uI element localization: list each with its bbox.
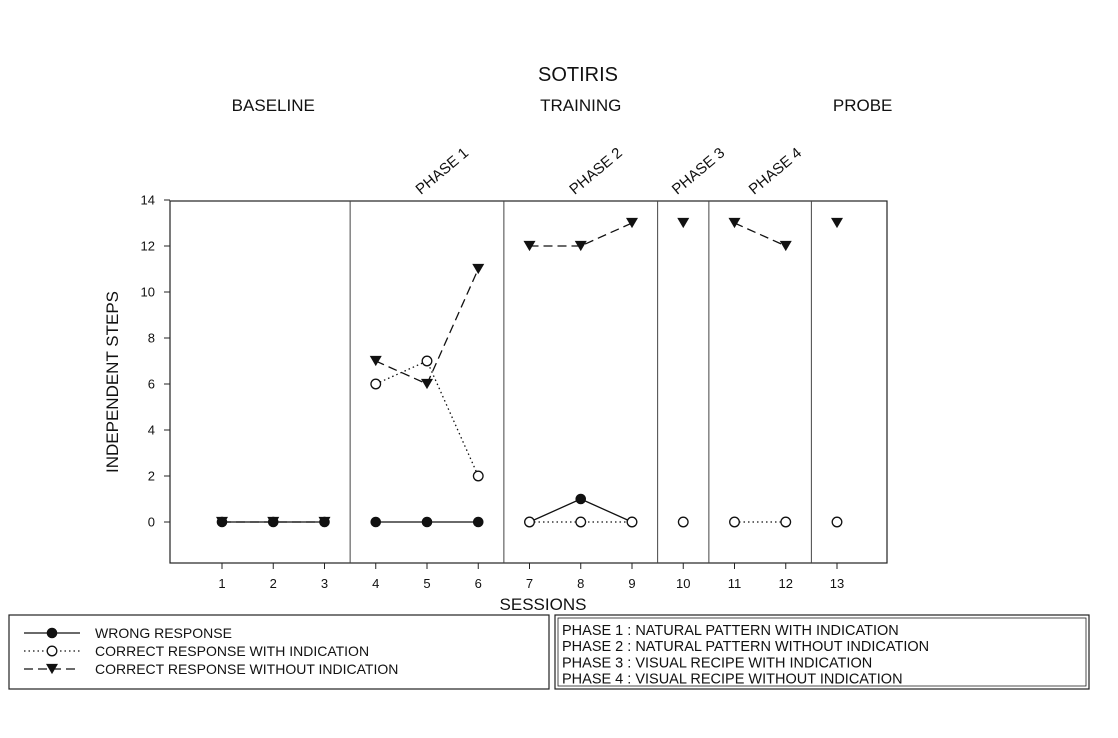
chart-title: SOTIRIS: [537, 64, 619, 86]
x-tick-label: 7: [525, 576, 534, 591]
data-point: [371, 379, 381, 389]
legend-marker: [47, 646, 57, 656]
y-tick-label: 14: [140, 192, 155, 208]
data-point: [831, 218, 843, 228]
phase-note-1: PHASE 1 : NATURAL PATTERN WITH INDICATION: [562, 623, 899, 639]
x-tick-label: 12: [778, 576, 793, 591]
data-point: [576, 494, 586, 504]
condition-labels: [232, 96, 893, 115]
series-2: [371, 356, 842, 527]
condition-label-baseline: BASELINE: [231, 96, 315, 115]
data-point: [473, 471, 483, 481]
x-tick-label: 1: [218, 576, 226, 591]
plot-frame: [170, 201, 887, 563]
y-tick-label: 0: [147, 514, 155, 530]
x-tick-label: 10: [676, 576, 691, 591]
legend-label: WRONG RESPONSE: [95, 625, 232, 641]
condition-label-training: TRAINING: [540, 96, 622, 115]
data-point: [576, 517, 586, 527]
data-point: [422, 517, 432, 527]
phase-label-1: PHASE 1: [412, 144, 472, 199]
data-point: [525, 517, 535, 527]
data-point: [781, 517, 791, 527]
data-point: [730, 517, 740, 527]
x-tick-label: 5: [423, 576, 431, 591]
y-tick-label: 2: [147, 468, 155, 484]
legend-rows: [24, 625, 398, 677]
y-tick-label: 4: [147, 422, 155, 438]
x-axis: [218, 563, 844, 591]
series-layer: [216, 218, 843, 527]
series-line: [376, 361, 479, 476]
condition-label-probe: PROBE: [832, 96, 893, 115]
phase-notes-box: [555, 615, 1089, 689]
legend-marker: [47, 628, 57, 638]
legend-entry-2: [24, 643, 369, 659]
y-tick-label: 6: [147, 376, 155, 392]
y-axis: [141, 193, 170, 530]
x-tick-label: 4: [372, 576, 380, 591]
y-tick-label: 12: [140, 238, 155, 254]
legend-label: CORRECT RESPONSE WITH INDICATION: [95, 643, 370, 659]
data-point: [370, 356, 382, 366]
data-point: [729, 218, 741, 228]
data-point: [472, 264, 484, 274]
x-axis-label: SESSIONS: [499, 595, 587, 614]
data-point: [832, 517, 842, 527]
data-point: [421, 379, 433, 389]
data-point: [422, 356, 432, 366]
y-axis-label: INDEPENDENT STEPS: [103, 290, 122, 474]
data-point: [627, 517, 637, 527]
series-3: [216, 218, 843, 527]
x-tick-label: 3: [320, 576, 329, 591]
legend: [9, 615, 549, 689]
phase-note-3: PHASE 3 : VISUAL RECIPE WITH INDICATION: [562, 655, 873, 672]
phase-label-4: PHASE 4: [745, 144, 806, 199]
legend-entry-1: [24, 625, 232, 641]
data-point: [473, 517, 483, 527]
x-tick-label: 13: [829, 576, 845, 591]
phase-change-lines: [350, 201, 811, 563]
data-point: [678, 517, 688, 527]
series-line: [376, 269, 479, 384]
data-point: [677, 218, 689, 228]
data-point: [371, 517, 381, 527]
x-tick-label: 11: [727, 576, 742, 591]
x-tick-label: 9: [628, 576, 636, 591]
legend-label: CORRECT RESPONSE WITHOUT INDICATION: [95, 661, 399, 677]
x-tick-label: 2: [269, 576, 277, 591]
y-tick-label: 10: [140, 284, 155, 300]
series-line: [735, 223, 786, 246]
phase-notes: [562, 623, 929, 688]
phase-note-4: PHASE 4 : VISUAL RECIPE WITHOUT INDICATION: [562, 671, 903, 688]
phase-label-2: PHASE 2: [566, 144, 626, 199]
x-tick-label: 6: [474, 576, 482, 591]
phase-label-3: PHASE 3: [668, 144, 729, 199]
legend-entry-3: [24, 661, 398, 677]
x-tick-label: 8: [577, 576, 585, 591]
y-tick-label: 8: [147, 330, 155, 346]
data-point: [780, 241, 792, 251]
phase-note-2: PHASE 2 : NATURAL PATTERN WITHOUT INDICATION: [562, 639, 930, 656]
phase-labels: [413, 144, 806, 198]
data-point: [626, 218, 638, 228]
